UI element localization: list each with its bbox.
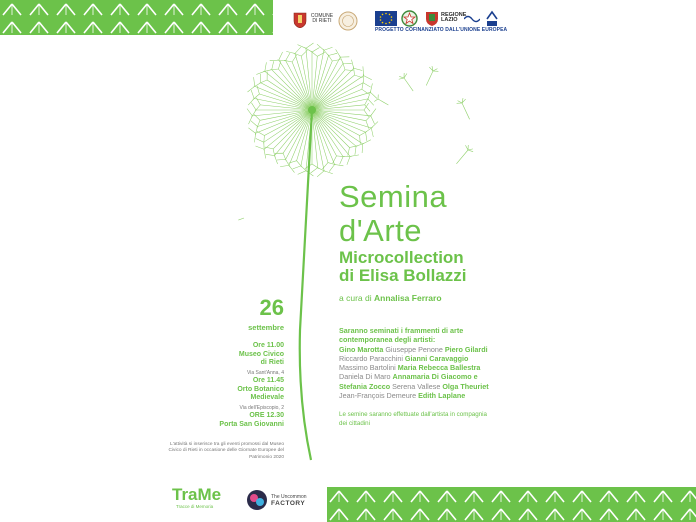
comune-label: COMUNE DI RIETI: [310, 13, 334, 24]
artist-name: Daniela Di Maro: [339, 372, 391, 382]
schedule-place: Medievale: [250, 394, 284, 402]
artist-name: Giuseppe Penone: [385, 344, 443, 354]
artist-name: Piero Gilardi: [444, 344, 488, 354]
regione-label: REGIONE LAZIO: [441, 12, 467, 23]
lazio-crest-icon: [425, 11, 439, 26]
lazio-wave-icon: [464, 13, 480, 23]
leaf-pattern: [0, 0, 273, 35]
artist-name: Serena Vallese: [392, 381, 441, 391]
trame-logo: [172, 486, 221, 509]
trame-name: TraMe: [172, 485, 222, 504]
artists-block: [339, 326, 489, 400]
artist-name: Olga Theuriet: [442, 381, 489, 391]
curator-prefix: a cura di: [339, 293, 372, 303]
artist-name: Annamaria Di Giacomo e Stefania Zocco: [339, 372, 478, 391]
schedule-time: ORE 12.30: [249, 412, 284, 419]
uncommon-factory-icon: [246, 489, 268, 511]
curator-line: [339, 293, 442, 303]
event-month: settembre: [248, 323, 284, 332]
schedule-time: Ore 11.00: [252, 342, 284, 349]
event-subtitle: [339, 249, 467, 285]
rieti-crest-icon: [293, 12, 307, 28]
uncommon-factory-text: [271, 495, 307, 506]
schedule-time: Ore 11.45: [252, 377, 284, 384]
artist-name: Massimo Bartolini: [339, 363, 396, 373]
uncommon-factory-logo: [246, 489, 307, 516]
italy-emblem-icon: [401, 10, 418, 27]
eu-flag-icon: [375, 11, 397, 26]
artist-name: Edith Laplane: [418, 391, 466, 401]
schedule-item-2: [237, 377, 284, 412]
schedule-item-1: [239, 342, 284, 377]
footnote: L'attività si inserisce tra gli eventi promossi dal Museo Civico di Rieti in occasione delle Giornate Europee del Patrimonio 2020: [168, 442, 284, 460]
schedule-place: Porta San Giovanni: [219, 420, 284, 428]
artist-name: Gianni Caravaggio: [404, 353, 469, 363]
lazio-europa-icon: [485, 10, 499, 27]
trame-subtitle: Tracce di Memoria: [176, 504, 214, 509]
curator-name: Annalisa Ferraro: [373, 293, 442, 303]
schedule-place: di Rieti: [260, 359, 284, 367]
eu-cofinanced-caption: PROGETTO COFINANZIATO DALL'UNIONE EUROPEA: [375, 27, 508, 33]
artists-list: [339, 345, 489, 400]
bottom-pattern-band: [327, 487, 696, 522]
artist-name: Jean-François Demeure: [339, 391, 417, 401]
schedule-place: Orto Botanico: [237, 385, 284, 393]
uncommon-line-2: FACTORY: [271, 500, 306, 507]
artist-name: Maria Rebecca Ballestra: [397, 363, 481, 373]
title-line-2: d'Arte: [339, 213, 423, 248]
event-day: 26: [259, 295, 284, 320]
schedule-address: Via dell'Episcopio, 2: [239, 404, 284, 411]
schedule-place: Museo Civico: [238, 350, 284, 358]
museo-seal-icon: [338, 11, 358, 31]
subtitle-line-1: Microcollection: [339, 248, 464, 267]
artists-intro: Saranno seminati i frammenti di arte contemporanea degli artisti:: [339, 326, 464, 345]
title-line-1: Semina: [339, 179, 448, 214]
uncommon-line-1: The Uncommon: [271, 494, 307, 500]
leaf-pattern: [327, 487, 696, 522]
event-title: [339, 180, 447, 248]
top-pattern-band: [0, 0, 273, 35]
sowing-note: Le semine saranno effettuate dall'artista in compagnia dei cittadini: [339, 411, 487, 427]
schedule-address: Via Sant'Anna, 4: [246, 369, 284, 376]
subtitle-line-2: di Elisa Bollazzi: [339, 266, 467, 285]
artist-name: Gino Marotta: [339, 344, 384, 354]
artist-name: Riccardo Paracchini: [339, 353, 403, 363]
schedule-item-3: [219, 412, 284, 429]
